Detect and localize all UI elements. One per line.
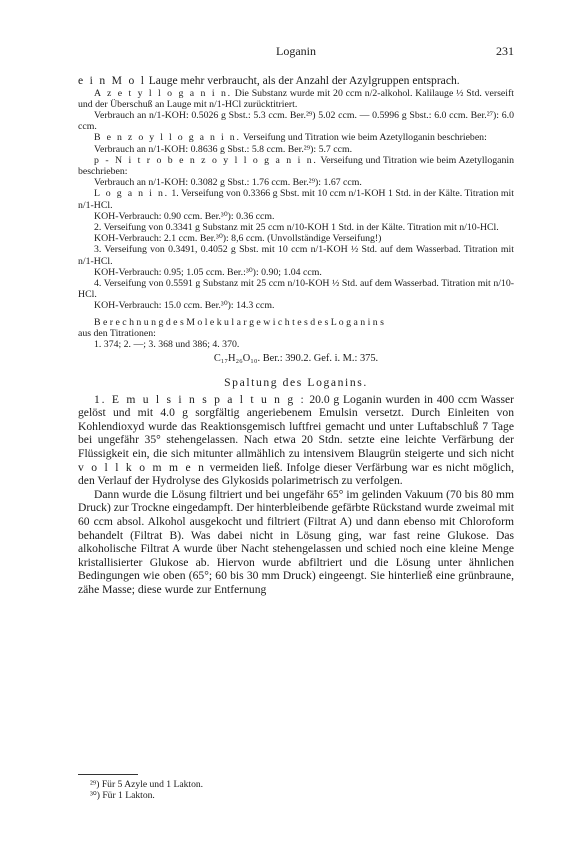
paragraph-text: vermeiden ließ. Infolge dieser Verfärbung war es nicht möglich, den Verlauf der Hydrolyse des Glykosids polarimetrisch zu verfolgen. bbox=[78, 460, 514, 488]
paragraph-loganin-1 bbox=[78, 188, 514, 210]
footnote-30: ³⁰) Für 1 Lakton. bbox=[90, 790, 155, 801]
measurement-line: KOH-Verbrauch: 2.1 ccm. Ber.³⁰): 8,6 ccm. (Unvollständige Verseifung!) bbox=[94, 233, 382, 245]
paragraph-text: Verseifung und Titration wie beim Azetylloganin beschrieben: bbox=[78, 154, 514, 178]
spaced-phrase: v o l l k o m m e n bbox=[78, 460, 206, 474]
paragraph-text: Die Substanz wurde mit 20 ccm n/2-alkohol. Kalilauge ½ Std. verseift und der Überschuß an Lauge mit n/1-HCl zurücktitriert. bbox=[78, 87, 514, 110]
measurement-line: Verbrauch an n/1-KOH: 0.5026 g Sbst.: 5.3 ccm. Ber.²⁹) 5.02 ccm. — 0.5996 g Sbst.: 6.0 ccm. Ber.²⁷): 6.0 ccm. bbox=[78, 110, 514, 133]
paragraph-dann: Dann wurde die Lösung filtriert und bei ungefähr 65° im gelinden Vakuum (70 bis 80 mm Druck) zur Trockne eingedampft. Der hinterbleibende gefärbte Rückstand wurde zweimal mit 60 ccm absol. Alkohol ausgekocht und filtriert (Filtrat A) und dann ebenso mit Chloroform behandelt (Filtrat B). Was dabei nicht in Lösung ging, war fast reine Glukose. Das alkoholische Filtrat A wurde über Nacht stehengelassen und schied noch eine kleine Menge kristallisierter Glukose ab. Hiervon wurde abfiltriert und die Lösung unter ähnlichen Bedingungen wie oben (65°; 60 bis 30 mm Druck) eingeengt. Sie hinterließ eine grünbraune, zähe Masse; diese wurde zur Entfernung bbox=[78, 487, 514, 596]
molecular-weight-heading: B e r e c h n u n g d e s M o l e k u l a r g e w i c h t e s d e s L o g a n i n s bbox=[94, 316, 384, 328]
footnotes bbox=[90, 779, 510, 801]
compound-name-nitrobenzoylloganin: p - N i t r o b e n z o y l l o g a n i n. bbox=[94, 154, 318, 166]
molecular-formula: C₁₇H₂₆O₁₀. Ber.: 390.2. Gef. i. M.: 375. bbox=[213, 353, 379, 365]
paragraph-loganin-4: 4. Verseifung von 0.5591 g Substanz mit 25 ccm n/10-KOH ½ Std. auf dem Wasserbad. Titration mit n/10-HCl. bbox=[78, 278, 514, 301]
body-text bbox=[78, 74, 514, 597]
measurement-line: KOH-Verbrauch: 0.95; 1.05 ccm. Ber.:³⁰): 0.90; 1.04 ccm. bbox=[94, 266, 322, 278]
page-number: 231 bbox=[496, 44, 514, 58]
paragraph-loganin-3: 3. Verseifung von 0.3491, 0.4052 g Sbst. mit 10 ccm n/1-KOH ½ Std. auf dem Wasserbad. Titration mit n/1-HCl. bbox=[78, 244, 514, 267]
paragraph-intro bbox=[78, 74, 514, 88]
measurement-line: KOH-Verbrauch: 0.90 ccm. Ber.³⁰): 0.36 ccm. bbox=[94, 210, 275, 222]
spaced-phrase: e i n M o l bbox=[78, 74, 146, 87]
compound-name-loganin: L o g a n i n. bbox=[94, 188, 169, 200]
spaced-phrase: 1. E m u l s i n s p a l t u n g : bbox=[94, 392, 306, 406]
paragraph-text: Lauge mehr verbraucht, als der Anzahl der Azylgruppen entsprach. bbox=[145, 74, 460, 87]
measurement-line: KOH-Verbrauch: 15.0 ccm. Ber.³⁰): 14.3 ccm. bbox=[94, 300, 275, 312]
paragraph-text: 20.0 g Loganin wurden in 400 ccm Wasser gelöst und mit 4.0 g sorgfältig angeriebenem Emulsin versetzt. Durch Einleiten von Kohlendioxyd wurde das Reaktionsgemisch luftfrei gemacht und unter Luftabschluß 7 Tage bei ungefähr 35° stehengelassen. Nach etwa 20 Stdn. setzte eine leichte Verfärbung der Flüssigkeit ein, die sich mitunter allmählich zu intensivem Blaugrün steigerte und sich nicht bbox=[78, 392, 514, 461]
page-header bbox=[78, 44, 514, 60]
measurement-line: Verbrauch an n/1-KOH: 0.8636 g Sbst.: 5.8 ccm. Ber.²⁹): 5.7 ccm. bbox=[94, 143, 353, 155]
paragraph-loganin-2: 2. Verseifung von 0.3341 g Substanz mit 25 ccm n/10-KOH 1 Std. in der Kälte. Titration mit n/10-HCl. bbox=[94, 222, 499, 234]
paragraph-text: 1. Verseifung von 0.3366 g Sbst. mit 10 ccm n/1-KOH 1 Std. in der Kälte. Titration mit n/1-HCl. bbox=[78, 188, 514, 211]
section-heading: Spaltung des Loganins. bbox=[224, 375, 368, 389]
paragraph-nitrobenzoylloganin bbox=[78, 155, 514, 177]
footnote-29: ²⁹) Für 5 Azyle und 1 Lakton. bbox=[90, 779, 204, 790]
footnote-rule bbox=[78, 774, 138, 775]
molecular-weight-values: 1. 374; 2. —; 3. 368 und 386; 4. 370. bbox=[94, 339, 240, 351]
paragraph-emulsin bbox=[78, 393, 514, 488]
compound-name-benzoylloganin: B e n z o y l l o g a n i n. bbox=[94, 132, 241, 144]
measurement-line: Verbrauch an n/1-KOH: 0.3082 g Sbst.: 1.76 ccm. Ber.²⁹): 1.67 ccm. bbox=[94, 177, 362, 189]
compound-name-azetylloganin: A z e t y l l o g a n i n. bbox=[94, 87, 232, 99]
paragraph-azetylloganin bbox=[78, 88, 514, 110]
running-title: Loganin bbox=[276, 44, 316, 58]
molecular-weight-subheading: aus den Titrationen: bbox=[78, 327, 156, 339]
paragraph-benzoylloganin bbox=[78, 132, 514, 143]
paragraph-text: Verseifung und Titration wie beim Azetylloganin beschrieben: bbox=[240, 132, 487, 144]
